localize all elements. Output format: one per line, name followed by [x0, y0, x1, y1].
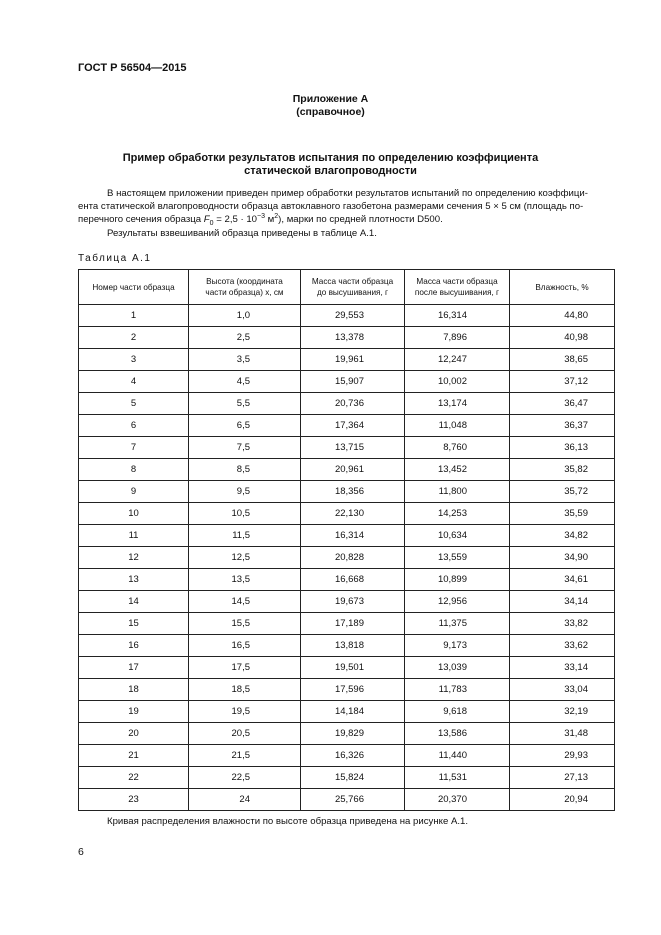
cell-moisture: 34,82 — [510, 525, 615, 547]
table-row — [79, 635, 615, 657]
header-mass-after: Масса части образца после высушивания, г — [405, 270, 510, 305]
table-row — [79, 701, 615, 723]
cell-moisture: 35,82 — [510, 459, 615, 481]
cell-height: 1,0 — [189, 305, 301, 327]
cell-sample-number: 6 — [79, 415, 189, 437]
cell-moisture: 33,14 — [510, 657, 615, 679]
cell-sample-number: 16 — [79, 635, 189, 657]
table-row — [79, 679, 615, 701]
cell-mass-before: 16,314 — [301, 525, 405, 547]
cell-mass-before: 22,130 — [301, 503, 405, 525]
table-row — [79, 613, 615, 635]
cell-height: 8,5 — [189, 459, 301, 481]
cell-height: 12,5 — [189, 547, 301, 569]
header-sample-number: Номер части образца — [79, 270, 189, 305]
cell-mass-after: 11,048 — [405, 415, 510, 437]
results-table — [78, 269, 615, 811]
cell-height: 24 — [189, 789, 301, 811]
cell-sample-number: 14 — [79, 591, 189, 613]
cell-moisture: 35,59 — [510, 503, 615, 525]
cell-mass-after: 14,253 — [405, 503, 510, 525]
cell-sample-number: 23 — [79, 789, 189, 811]
cell-mass-after: 20,370 — [405, 789, 510, 811]
cell-height: 16,5 — [189, 635, 301, 657]
cell-mass-before: 19,501 — [301, 657, 405, 679]
cell-height: 13,5 — [189, 569, 301, 591]
cell-height: 7,5 — [189, 437, 301, 459]
cell-height: 2,5 — [189, 327, 301, 349]
cell-mass-after: 10,002 — [405, 371, 510, 393]
cell-mass-before: 19,961 — [301, 349, 405, 371]
table-header-row — [79, 270, 615, 305]
table-row — [79, 415, 615, 437]
cell-mass-after: 9,618 — [405, 701, 510, 723]
table-row — [79, 525, 615, 547]
table-row — [79, 393, 615, 415]
cell-moisture: 33,82 — [510, 613, 615, 635]
cell-sample-number: 3 — [79, 349, 189, 371]
cell-height: 22,5 — [189, 767, 301, 789]
page-number: 6 — [78, 846, 84, 858]
cell-sample-number: 9 — [79, 481, 189, 503]
cell-moisture: 29,93 — [510, 745, 615, 767]
table-row — [79, 305, 615, 327]
cell-mass-before: 13,818 — [301, 635, 405, 657]
header-height: Высота (координата части образца) x, см — [189, 270, 301, 305]
cell-moisture: 20,94 — [510, 789, 615, 811]
cell-mass-after: 10,634 — [405, 525, 510, 547]
cell-moisture: 44,80 — [510, 305, 615, 327]
cell-mass-after: 7,896 — [405, 327, 510, 349]
cell-sample-number: 20 — [79, 723, 189, 745]
cell-mass-before: 19,673 — [301, 591, 405, 613]
intro-paragraph-line-1: В настоящем приложении приведен пример обработки результатов испытаний по определению коэффици- — [107, 188, 588, 199]
table-row — [79, 569, 615, 591]
cell-mass-after: 13,174 — [405, 393, 510, 415]
header-mass-before: Масса части образца до высушивания, г — [301, 270, 405, 305]
cell-sample-number: 13 — [79, 569, 189, 591]
intro-paragraph-line-2: ента статической влагопроводности образца автоклавного газобетона размерами сечения 5 × 5 см (площадь по- — [78, 201, 584, 212]
table-caption: Таблица А.1 — [78, 253, 152, 264]
table-row — [79, 437, 615, 459]
cell-mass-before: 20,828 — [301, 547, 405, 569]
cell-mass-before: 20,736 — [301, 393, 405, 415]
cell-height: 6,5 — [189, 415, 301, 437]
table-row — [79, 349, 615, 371]
cell-height: 10,5 — [189, 503, 301, 525]
cell-moisture: 32,19 — [510, 701, 615, 723]
cell-height: 18,5 — [189, 679, 301, 701]
cell-moisture: 36,47 — [510, 393, 615, 415]
table-row — [79, 789, 615, 811]
table-row — [79, 459, 615, 481]
cell-mass-after: 13,039 — [405, 657, 510, 679]
table-row — [79, 327, 615, 349]
cell-sample-number: 18 — [79, 679, 189, 701]
cell-height: 14,5 — [189, 591, 301, 613]
cell-sample-number: 12 — [79, 547, 189, 569]
cell-sample-number: 2 — [79, 327, 189, 349]
cell-sample-number: 4 — [79, 371, 189, 393]
cell-moisture: 38,65 — [510, 349, 615, 371]
cell-mass-before: 20,961 — [301, 459, 405, 481]
table-row — [79, 767, 615, 789]
cell-mass-after: 9,173 — [405, 635, 510, 657]
cell-mass-before: 18,356 — [301, 481, 405, 503]
cell-mass-after: 13,586 — [405, 723, 510, 745]
cell-mass-before: 29,553 — [301, 305, 405, 327]
cell-sample-number: 8 — [79, 459, 189, 481]
table-row — [79, 745, 615, 767]
cell-mass-after: 11,375 — [405, 613, 510, 635]
table-row — [79, 591, 615, 613]
cell-sample-number: 21 — [79, 745, 189, 767]
cell-mass-before: 17,189 — [301, 613, 405, 635]
table-row — [79, 547, 615, 569]
section-title-line-1: Пример обработки результатов испытания по определению коэффициента — [122, 152, 539, 164]
cell-mass-after: 16,314 — [405, 305, 510, 327]
cell-sample-number: 11 — [79, 525, 189, 547]
cell-moisture: 34,61 — [510, 569, 615, 591]
cell-mass-after: 11,783 — [405, 679, 510, 701]
cell-sample-number: 10 — [79, 503, 189, 525]
cell-height: 9,5 — [189, 481, 301, 503]
cell-mass-after: 13,452 — [405, 459, 510, 481]
cell-moisture: 36,13 — [510, 437, 615, 459]
cell-sample-number: 15 — [79, 613, 189, 635]
cell-mass-after: 12,956 — [405, 591, 510, 613]
appendix-label: Приложение А — [292, 93, 369, 105]
cell-sample-number: 22 — [79, 767, 189, 789]
cell-mass-after: 11,531 — [405, 767, 510, 789]
cell-height: 5,5 — [189, 393, 301, 415]
cell-mass-before: 13,715 — [301, 437, 405, 459]
cell-mass-before: 13,378 — [301, 327, 405, 349]
header-moisture: Влажность, % — [510, 270, 615, 305]
table-row — [79, 371, 615, 393]
cell-mass-before: 15,907 — [301, 371, 405, 393]
cell-mass-after: 11,440 — [405, 745, 510, 767]
cell-moisture: 33,62 — [510, 635, 615, 657]
cell-height: 11,5 — [189, 525, 301, 547]
cell-height: 17,5 — [189, 657, 301, 679]
cell-mass-before: 15,824 — [301, 767, 405, 789]
cell-moisture: 40,98 — [510, 327, 615, 349]
cell-moisture: 36,37 — [510, 415, 615, 437]
table-row — [79, 503, 615, 525]
cell-mass-before: 17,364 — [301, 415, 405, 437]
cell-mass-after: 13,559 — [405, 547, 510, 569]
cell-height: 3,5 — [189, 349, 301, 371]
cell-moisture: 33,04 — [510, 679, 615, 701]
table-row — [79, 723, 615, 745]
cell-sample-number: 17 — [79, 657, 189, 679]
cell-mass-after: 11,800 — [405, 481, 510, 503]
cell-mass-after: 8,760 — [405, 437, 510, 459]
table-row — [79, 657, 615, 679]
cell-sample-number: 19 — [79, 701, 189, 723]
cell-moisture: 34,14 — [510, 591, 615, 613]
cell-height: 21,5 — [189, 745, 301, 767]
appendix-type: (справочное) — [296, 106, 365, 118]
cell-sample-number: 7 — [79, 437, 189, 459]
cell-sample-number: 5 — [79, 393, 189, 415]
cell-moisture: 27,13 — [510, 767, 615, 789]
section-title-line-2: статической влагопроводности — [244, 165, 417, 177]
cell-moisture: 37,12 — [510, 371, 615, 393]
cell-moisture: 31,48 — [510, 723, 615, 745]
cell-mass-before: 25,766 — [301, 789, 405, 811]
cell-height: 20,5 — [189, 723, 301, 745]
cell-mass-before: 17,596 — [301, 679, 405, 701]
cell-mass-before: 16,326 — [301, 745, 405, 767]
table-row — [79, 481, 615, 503]
cell-sample-number: 1 — [79, 305, 189, 327]
cell-height: 15,5 — [189, 613, 301, 635]
cell-height: 4,5 — [189, 371, 301, 393]
footer-note: Кривая распределения влажности по высоте образца приведена на рисунке А.1. — [107, 816, 469, 827]
intro-paragraph-line-4: Результаты взвешиваний образца приведены в таблице А.1. — [107, 228, 377, 239]
cell-moisture: 34,90 — [510, 547, 615, 569]
cell-height: 19,5 — [189, 701, 301, 723]
cell-moisture: 35,72 — [510, 481, 615, 503]
cell-mass-before: 14,184 — [301, 701, 405, 723]
intro-paragraph-line-3: перечного сечения образца $F_0 = 2,5 \cdot 10^{-3}$ $м^2$), марки по средней плотности D500. — [78, 212, 443, 227]
cell-mass-after: 10,899 — [405, 569, 510, 591]
cell-mass-before: 16,668 — [301, 569, 405, 591]
cell-mass-after: 12,247 — [405, 349, 510, 371]
standard-code: ГОСТ Р 56504—2015 — [78, 62, 187, 74]
cell-mass-before: 19,829 — [301, 723, 405, 745]
